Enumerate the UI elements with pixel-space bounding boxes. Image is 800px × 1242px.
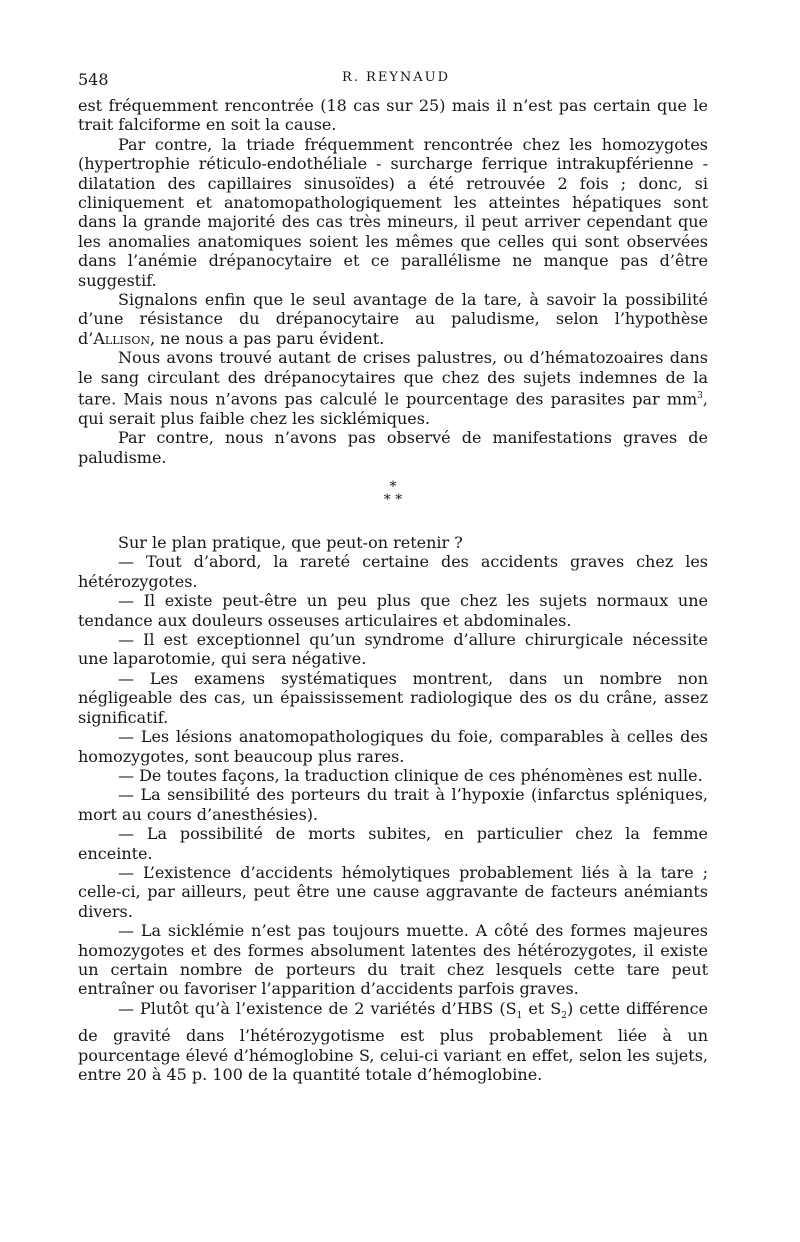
paragraph-triade: Par contre, la triade fréquemment rencontrée chez les homozygotes (hypertrophie réticulo-endothéliale - surcharge ferrique intrakupférienne - dilatation des capillaires sinusoïdes) a été retrouvée 2 fois ; donc, si cliniquement et anatomopathologiquement les atteintes hépatiques sont dans la grande majorité des cas très mineurs, il peut arriver cependant que les anomalies anatomiques soient les mêmes que celles qui sont observées dans l’anémie drépanocytaire et ce parallélisme ne manque pas d’être suggestif. bbox=[78, 134, 708, 290]
list-item: — Les lésions anatomopathologiques du foie, comparables à celles des homozygotes, sont beaucoup plus rares. bbox=[78, 727, 708, 766]
list-item bbox=[78, 999, 708, 1085]
page bbox=[78, 70, 708, 1085]
paragraph-text: Signalons enfin que le seul avantage de la tare, à savoir la possibilité d’une résistance du drépanocytaire au paludisme, selon l’hypothèse d’ bbox=[78, 290, 708, 348]
page-number: 548 bbox=[78, 70, 109, 89]
separator-star-top: * bbox=[389, 479, 397, 496]
section-separator bbox=[78, 481, 708, 507]
running-head-author: R. REYNAUD bbox=[342, 70, 451, 85]
list-item: — Il existe peut-être un peu plus que chez les sujets normaux une tendance aux douleurs osseuses articulaires et abdominales. bbox=[78, 591, 708, 630]
list-item: — Les examens systématiques montrent, dans un nombre non négligeable des cas, un épaississement radiologique des os du crâne, assez significatif. bbox=[78, 668, 708, 727]
list-item: — La possibilité de morts subites, en particulier chez la femme enceinte. bbox=[78, 824, 708, 863]
list-item-text: ) cette différence de gravité dans l’hétérozygotisme est plus probablement liée à un pourcentage élevé d’hémoglobine S, celui-ci variant en effet, selon les sujets, entre 20 à 45 p. 100 de la quantité totale d’hémoglobine. bbox=[78, 998, 708, 1085]
paragraph-continuation: est fréquemment rencontrée (18 cas sur 25) mais il n’est pas certain que le trait falciforme en soit la cause. bbox=[78, 96, 708, 135]
subscript: 2 bbox=[561, 1010, 567, 1021]
running-header bbox=[78, 70, 708, 96]
body-text bbox=[78, 96, 708, 1085]
list-item: — La sensibilité des porteurs du trait à l’hypoxie (infarctus spléniques, mort au cours d’anesthésies). bbox=[78, 785, 708, 824]
paragraph-text: , ne nous a pas paru évident. bbox=[150, 328, 385, 348]
separator-stars-bottom: * * bbox=[383, 492, 403, 509]
list-item-text: — Plutôt qu’à l’existence de 2 variétés d’HBS (S bbox=[118, 998, 517, 1018]
list-item-text: et S bbox=[522, 998, 562, 1018]
list-item: — La sicklémie n’est pas toujours muette. A côté des formes majeures homozygotes et des formes absolument latentes des hétérozygotes, il existe un certain nombre de porteurs du trait chez lesquels cette tare peut entraîner ou favoriser l’apparition d’accidents parfois graves. bbox=[78, 921, 708, 999]
superscript: 3 bbox=[697, 391, 703, 402]
list-item: — De toutes façons, la traduction clinique de ces phénomènes est nulle. bbox=[118, 765, 703, 785]
paragraph-crises-palustres bbox=[78, 348, 708, 428]
list-item: — Tout d’abord, la rareté certaine des accidents graves chez les hétérozygotes. bbox=[78, 552, 708, 591]
paragraph-text: , qui serait plus faible chez les sicklémiques. bbox=[78, 389, 708, 428]
section-question: Sur le plan pratique, que peut-on retenir ? bbox=[118, 533, 463, 553]
paragraph-text: Nous avons trouvé autant de crises palustres, ou d’hématozoaires dans le sang circulant des drépanocytaires que chez des sujets indemnes de la tare. Mais nous n’avons pas calculé le pourcentage des parasites par mm bbox=[78, 348, 708, 409]
paragraph-allison bbox=[78, 290, 708, 348]
list-item: — Il est exceptionnel qu’un syndrome d’allure chirurgicale nécessite une laparotomie, qui sera négative. bbox=[78, 630, 708, 669]
paragraph-paludisme: Par contre, nous n’avons pas observé de manifestations graves de paludisme. bbox=[78, 428, 708, 467]
list-item: — L’existence d’accidents hémolytiques probablement liés à la tare ; celle-ci, par ailleurs, peut être une cause aggravante de facteurs anémiants divers. bbox=[78, 862, 708, 921]
subscript: 1 bbox=[516, 1010, 523, 1021]
author-name-allison: Allison bbox=[93, 328, 151, 348]
